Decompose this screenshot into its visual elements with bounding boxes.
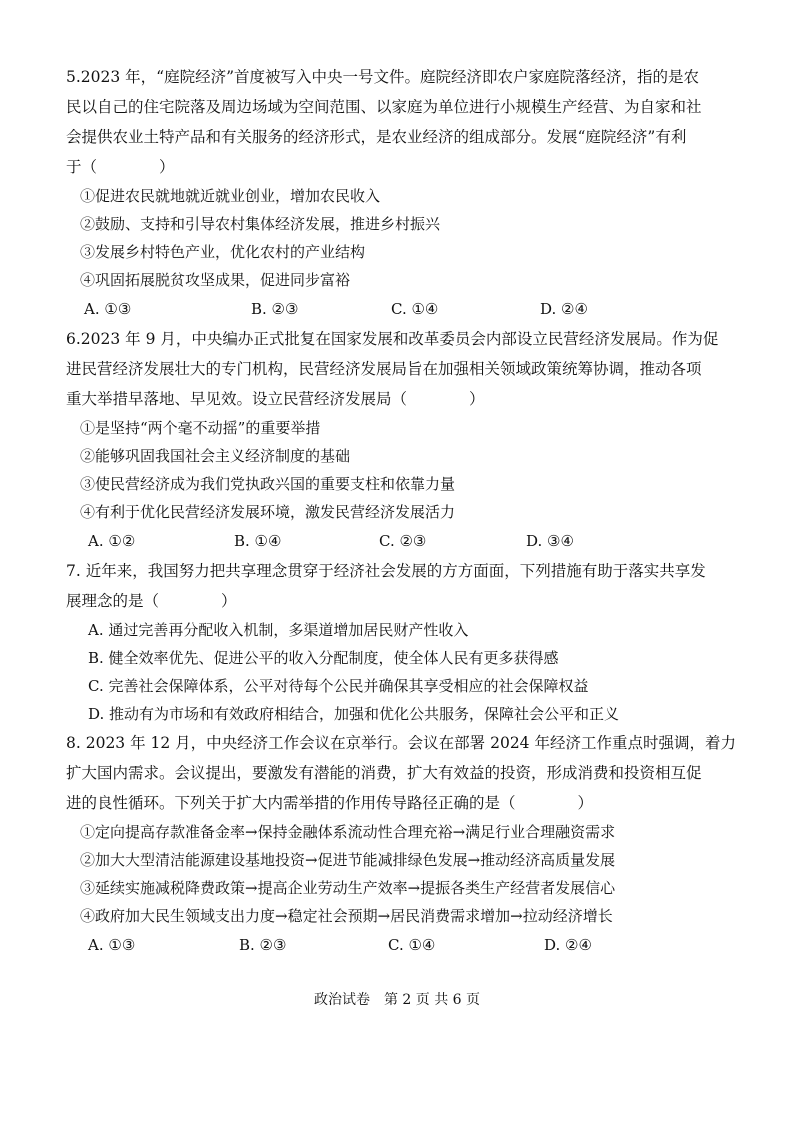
question-8 bbox=[66, 728, 738, 960]
stem-line: 8. 2023 年 12 月，中央经济工作会议在京举行。会议在部署 2024 年经济工作重点时强调，着力 bbox=[66, 734, 736, 752]
statement-option: ④政府加大民生领域支出力度→稳定社会预期→居民消费需求增加→拉动经济增长 bbox=[80, 907, 613, 925]
statement-option: ④巩固拓展脱贫攻坚成果，促进同步富裕 bbox=[80, 271, 351, 289]
answer-choice-d: D. ②④ bbox=[540, 300, 588, 318]
statement-option: ③延续实施减税降费政策→提高企业劳动生产效率→提振各类生产经营者发展信心 bbox=[80, 879, 616, 897]
stem-line: 民以自己的住宅院落及周边场域为空间范围、以家庭为单位进行小规模生产经营、为自家和社 bbox=[66, 98, 702, 116]
stem-line: 展理念的是（ ） bbox=[66, 592, 237, 610]
stem-line: 重大举措早落地、早见效。设立民营经济发展局（ ） bbox=[66, 390, 485, 408]
answer-choices bbox=[66, 526, 738, 556]
stem-line: 7. 近年来，我国努力把共享理念贯穿于经济社会发展的方方面面，下列措施有助于落实共享发 bbox=[66, 562, 706, 580]
statement-option: ④有利于优化民营经济发展环境，激发民营经济发展活力 bbox=[80, 503, 456, 521]
question-6 bbox=[66, 324, 738, 556]
question-stem bbox=[66, 728, 738, 818]
statement-option: ①定向提高存款准备金率→保持金融体系流动性合理充裕→满足行业合理融资需求 bbox=[80, 823, 616, 841]
answer-choice-a: A. ①③ bbox=[88, 936, 136, 954]
question-stem bbox=[66, 324, 738, 414]
stem-line: 扩大国内需求。会议提出，要激发有潜能的消费，扩大有效益的投资，形成消费和投资相互促 bbox=[66, 764, 702, 782]
question-stem bbox=[66, 62, 738, 182]
stem-line: 进的良性循环。下列关于扩大内需举措的作用传导路径正确的是（ ） bbox=[66, 794, 594, 812]
answer-choice-a: A. ①③ bbox=[84, 300, 132, 318]
page-footer: 政治试卷 第 2 页 共 6 页 bbox=[313, 992, 481, 1008]
answer-option-c: C. 完善社会保障体系，公平对待每个公民并确保其享受相应的社会保障权益 bbox=[88, 677, 589, 695]
statement-option: ②加大大型清洁能源建设基地投资→促进节能减排绿色发展→推动经济高质量发展 bbox=[80, 851, 616, 869]
answer-choice-a: A. ①② bbox=[88, 532, 136, 550]
answer-choices bbox=[66, 930, 738, 960]
statement-option: ①促进农民就地就近就业创业，增加农民收入 bbox=[80, 187, 381, 205]
answer-option-d: D. 推动有为市场和有效政府相结合，加强和优化公共服务，保障社会公平和正义 bbox=[88, 705, 620, 723]
answer-choice-d: D. ②④ bbox=[544, 936, 592, 954]
answer-choice-c: C. ②③ bbox=[379, 532, 427, 550]
stem-line: 6.2023 年 9 月，中央编办正式批复在国家发展和改革委员会内部设立民营经济发展局。作为促 bbox=[66, 330, 719, 348]
statement-option: ②鼓励、支持和引导农村集体经济发展，推进乡村振兴 bbox=[80, 215, 441, 233]
question-stem bbox=[66, 556, 738, 616]
statement-option: ③发展乡村特色产业，优化农村的产业结构 bbox=[80, 243, 366, 261]
answer-choice-d: D. ③④ bbox=[526, 532, 574, 550]
question-5 bbox=[66, 62, 738, 324]
statement-option: ③使民营经济成为我们党执政兴国的重要支柱和依靠力量 bbox=[80, 475, 456, 493]
answer-choice-b: B. ②③ bbox=[251, 300, 299, 318]
stem-line: 会提供农业土特产品和有关服务的经济形式，是农业经济的组成部分。发展“庭院经济”有利 bbox=[66, 128, 687, 146]
answer-option-a: A. 通过完善再分配收入机制，多渠道增加居民财产性收入 bbox=[88, 621, 469, 639]
statement-option: ②能够巩固我国社会主义经济制度的基础 bbox=[80, 447, 351, 465]
answer-choice-c: C. ①④ bbox=[388, 936, 436, 954]
statement-option: ①是坚持“两个毫不动摇”的重要举措 bbox=[80, 419, 321, 437]
answer-choice-b: B. ②③ bbox=[239, 936, 287, 954]
answer-option-b: B. 健全效率优先、促进公平的收入分配制度，使全体人民有更多获得感 bbox=[88, 649, 559, 667]
answer-choice-c: C. ①④ bbox=[391, 300, 439, 318]
stem-line: 进民营经济发展壮大的专门机构，民营经济发展局旨在加强相关领域政策统筹协调，推动各项 bbox=[66, 360, 702, 378]
question-7 bbox=[66, 556, 738, 728]
answer-choice-b: B. ①④ bbox=[234, 532, 282, 550]
stem-line: 于（ ） bbox=[66, 158, 175, 176]
answer-choices bbox=[66, 294, 738, 324]
questions-container bbox=[66, 62, 738, 960]
stem-line: 5.2023 年，“庭院经济”首度被写入中央一号文件。庭院经济即农户家庭院落经济，指的是农 bbox=[66, 68, 700, 86]
